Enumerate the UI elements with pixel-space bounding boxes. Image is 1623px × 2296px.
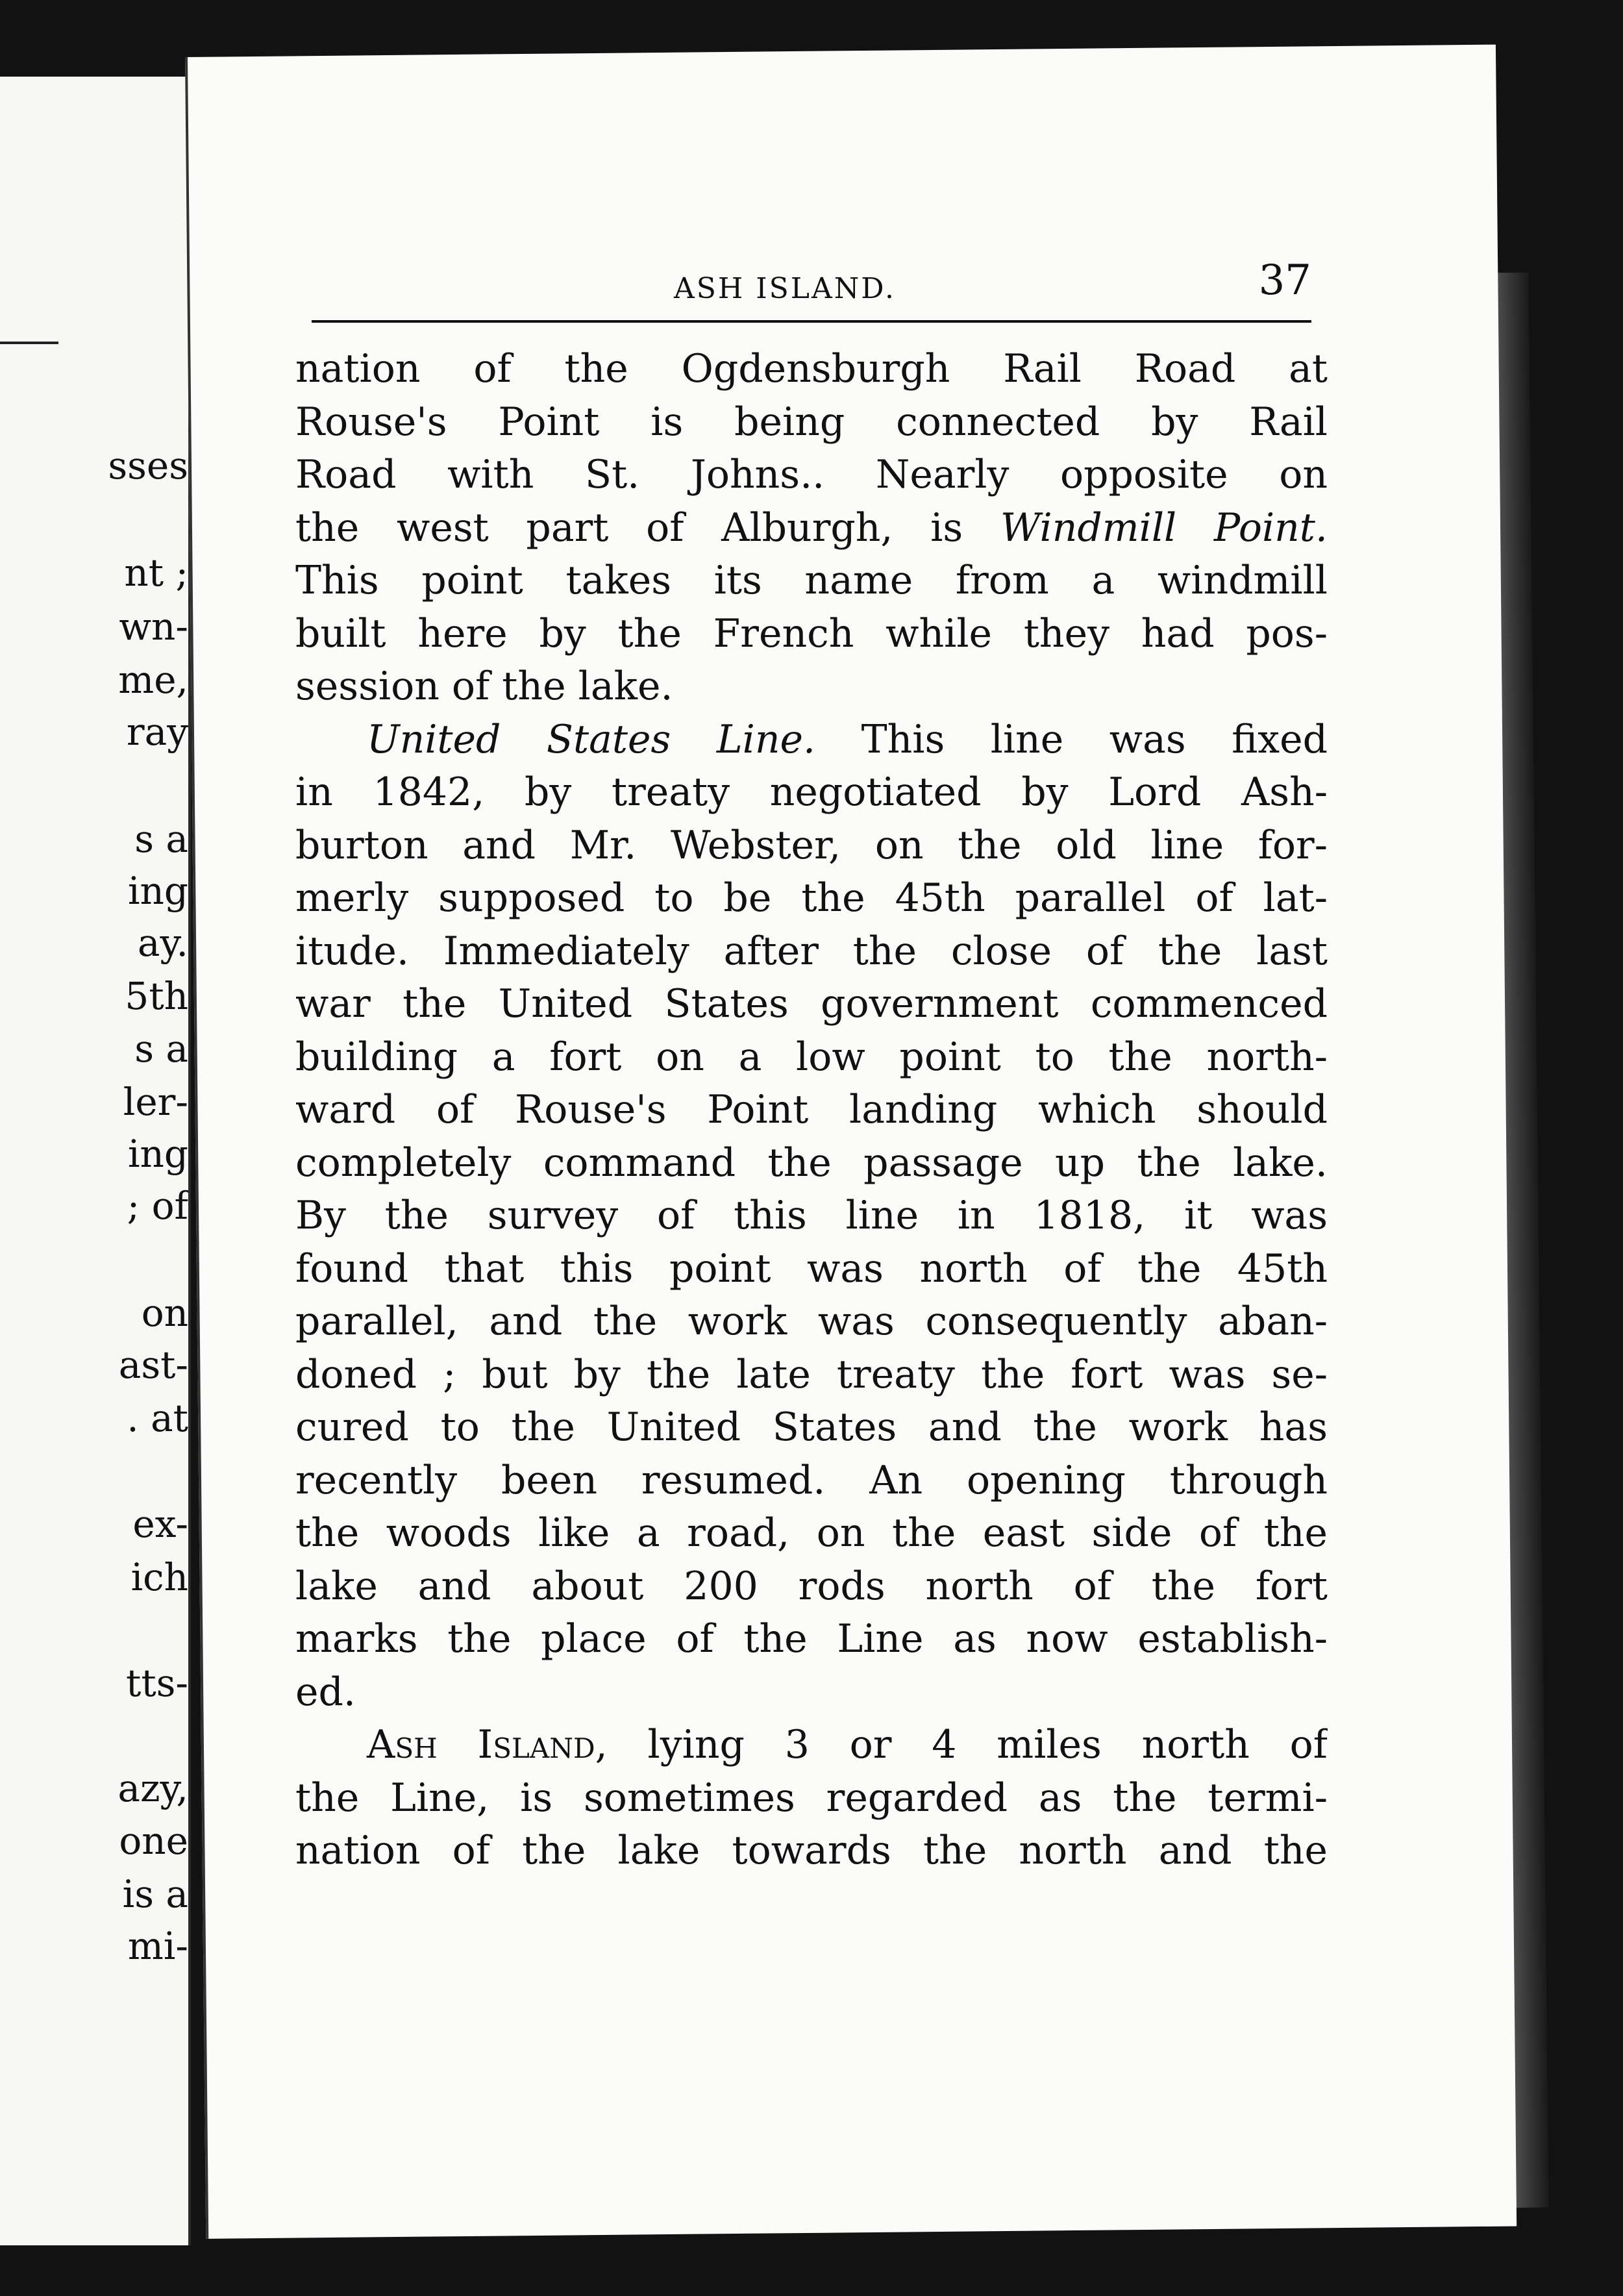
left-fragment: me, [118,658,188,702]
italic-place-name: Windmill Point. [1000,505,1328,551]
text-line: ed. [295,1669,356,1715]
text-line [295,502,1328,555]
left-fragment: ing [127,1132,188,1176]
left-fragment: ler- [123,1080,188,1124]
text-line: marks the place of the Line as now establish- [295,1616,1328,1662]
text-segment: This line was fixed [861,716,1328,762]
left-fragment: azy, [118,1766,188,1810]
text-line: doned ; but by the late treaty the fort was se- [295,1351,1328,1397]
left-fragment: on [141,1291,188,1335]
left-fragment: 5th [125,974,188,1018]
left-fragment: is a [122,1872,188,1916]
left-fragment: s a [134,817,188,861]
text-line: war the United States government commenced [295,981,1328,1027]
text-line: merly supposed to be the 45th parallel of lat- [295,875,1328,921]
text-line: building a fort on a low point to the north- [295,1034,1328,1080]
left-fragment: . at [127,1396,188,1440]
text-line: By the survey of this line in 1818, it was [295,1193,1328,1238]
left-fragment: sses [108,443,188,488]
text-line: in 1842, by treaty negotiated by Lord Ash- [295,769,1328,815]
text-line: session of the lake. [295,664,673,709]
left-fragment: ay. [137,921,188,965]
text-line: This point takes its name from a windmill [295,558,1328,603]
text-line: nation of the lake towards the north and the [295,1828,1328,1873]
page-header [312,211,1311,308]
text-line: parallel, and the work was consequently aban- [295,1299,1328,1344]
text-line: ward of Rouse's Point landing which should [295,1087,1328,1132]
text-line: itude. Immediately after the close of the last [295,928,1328,974]
italic-heading: United States Line. [367,716,816,762]
text-line: burton and Mr. Webster, on the old line for- [295,822,1328,868]
text-line: the woods like a road, on the east side of the [295,1510,1328,1556]
text-line: the Line, is sometimes regarded as the termi- [295,1775,1328,1821]
text-line: Road with St. Johns.. Nearly opposite on [295,452,1328,497]
text-line: recently been resumed. An opening through [295,1457,1328,1503]
left-fragment: ray [126,710,188,754]
page-number: 37 [1258,256,1311,305]
text-line: Rouse's Point is being connected by Rail [295,399,1328,445]
text-line: nation of the Ogdensburgh Rail Road at [295,346,1328,392]
text-line [295,1719,1328,1772]
left-fragment: ex- [132,1502,188,1546]
left-fragment: one [119,1819,188,1863]
text-line: lake and about 200 rods north of the fort [295,1563,1328,1609]
left-fragment: ich [130,1555,188,1599]
text-line [295,714,1328,767]
text-line: built here by the French while they had pos- [295,610,1328,656]
text-line: cured to the United States and the work has [295,1404,1328,1450]
left-fragment: tts- [126,1661,188,1705]
text-line: completely command the passage up the lake. [295,1140,1328,1186]
left-fragment: nt ; [124,551,188,595]
text-segment: the west part of Alburgh, is [295,505,963,551]
left-fragment: ; of [127,1184,188,1228]
left-fragment: s a [134,1027,188,1071]
text-line: found that this point was north of the 45th [295,1245,1328,1292]
left-fragment: ing [127,869,188,913]
left-fragment: ast- [118,1343,188,1387]
running-head: ASH ISLAND. [674,272,896,305]
text-segment: , lying 3 or 4 miles north of [595,1722,1328,1767]
left-facing-page [0,77,191,2245]
left-page-rule [0,342,58,344]
left-fragment: mi- [127,1924,188,1968]
body-text [295,343,1328,1878]
header-rule [312,320,1311,323]
left-fragment: wn- [119,605,188,649]
small-caps-heading: Ash Island [367,1722,595,1767]
